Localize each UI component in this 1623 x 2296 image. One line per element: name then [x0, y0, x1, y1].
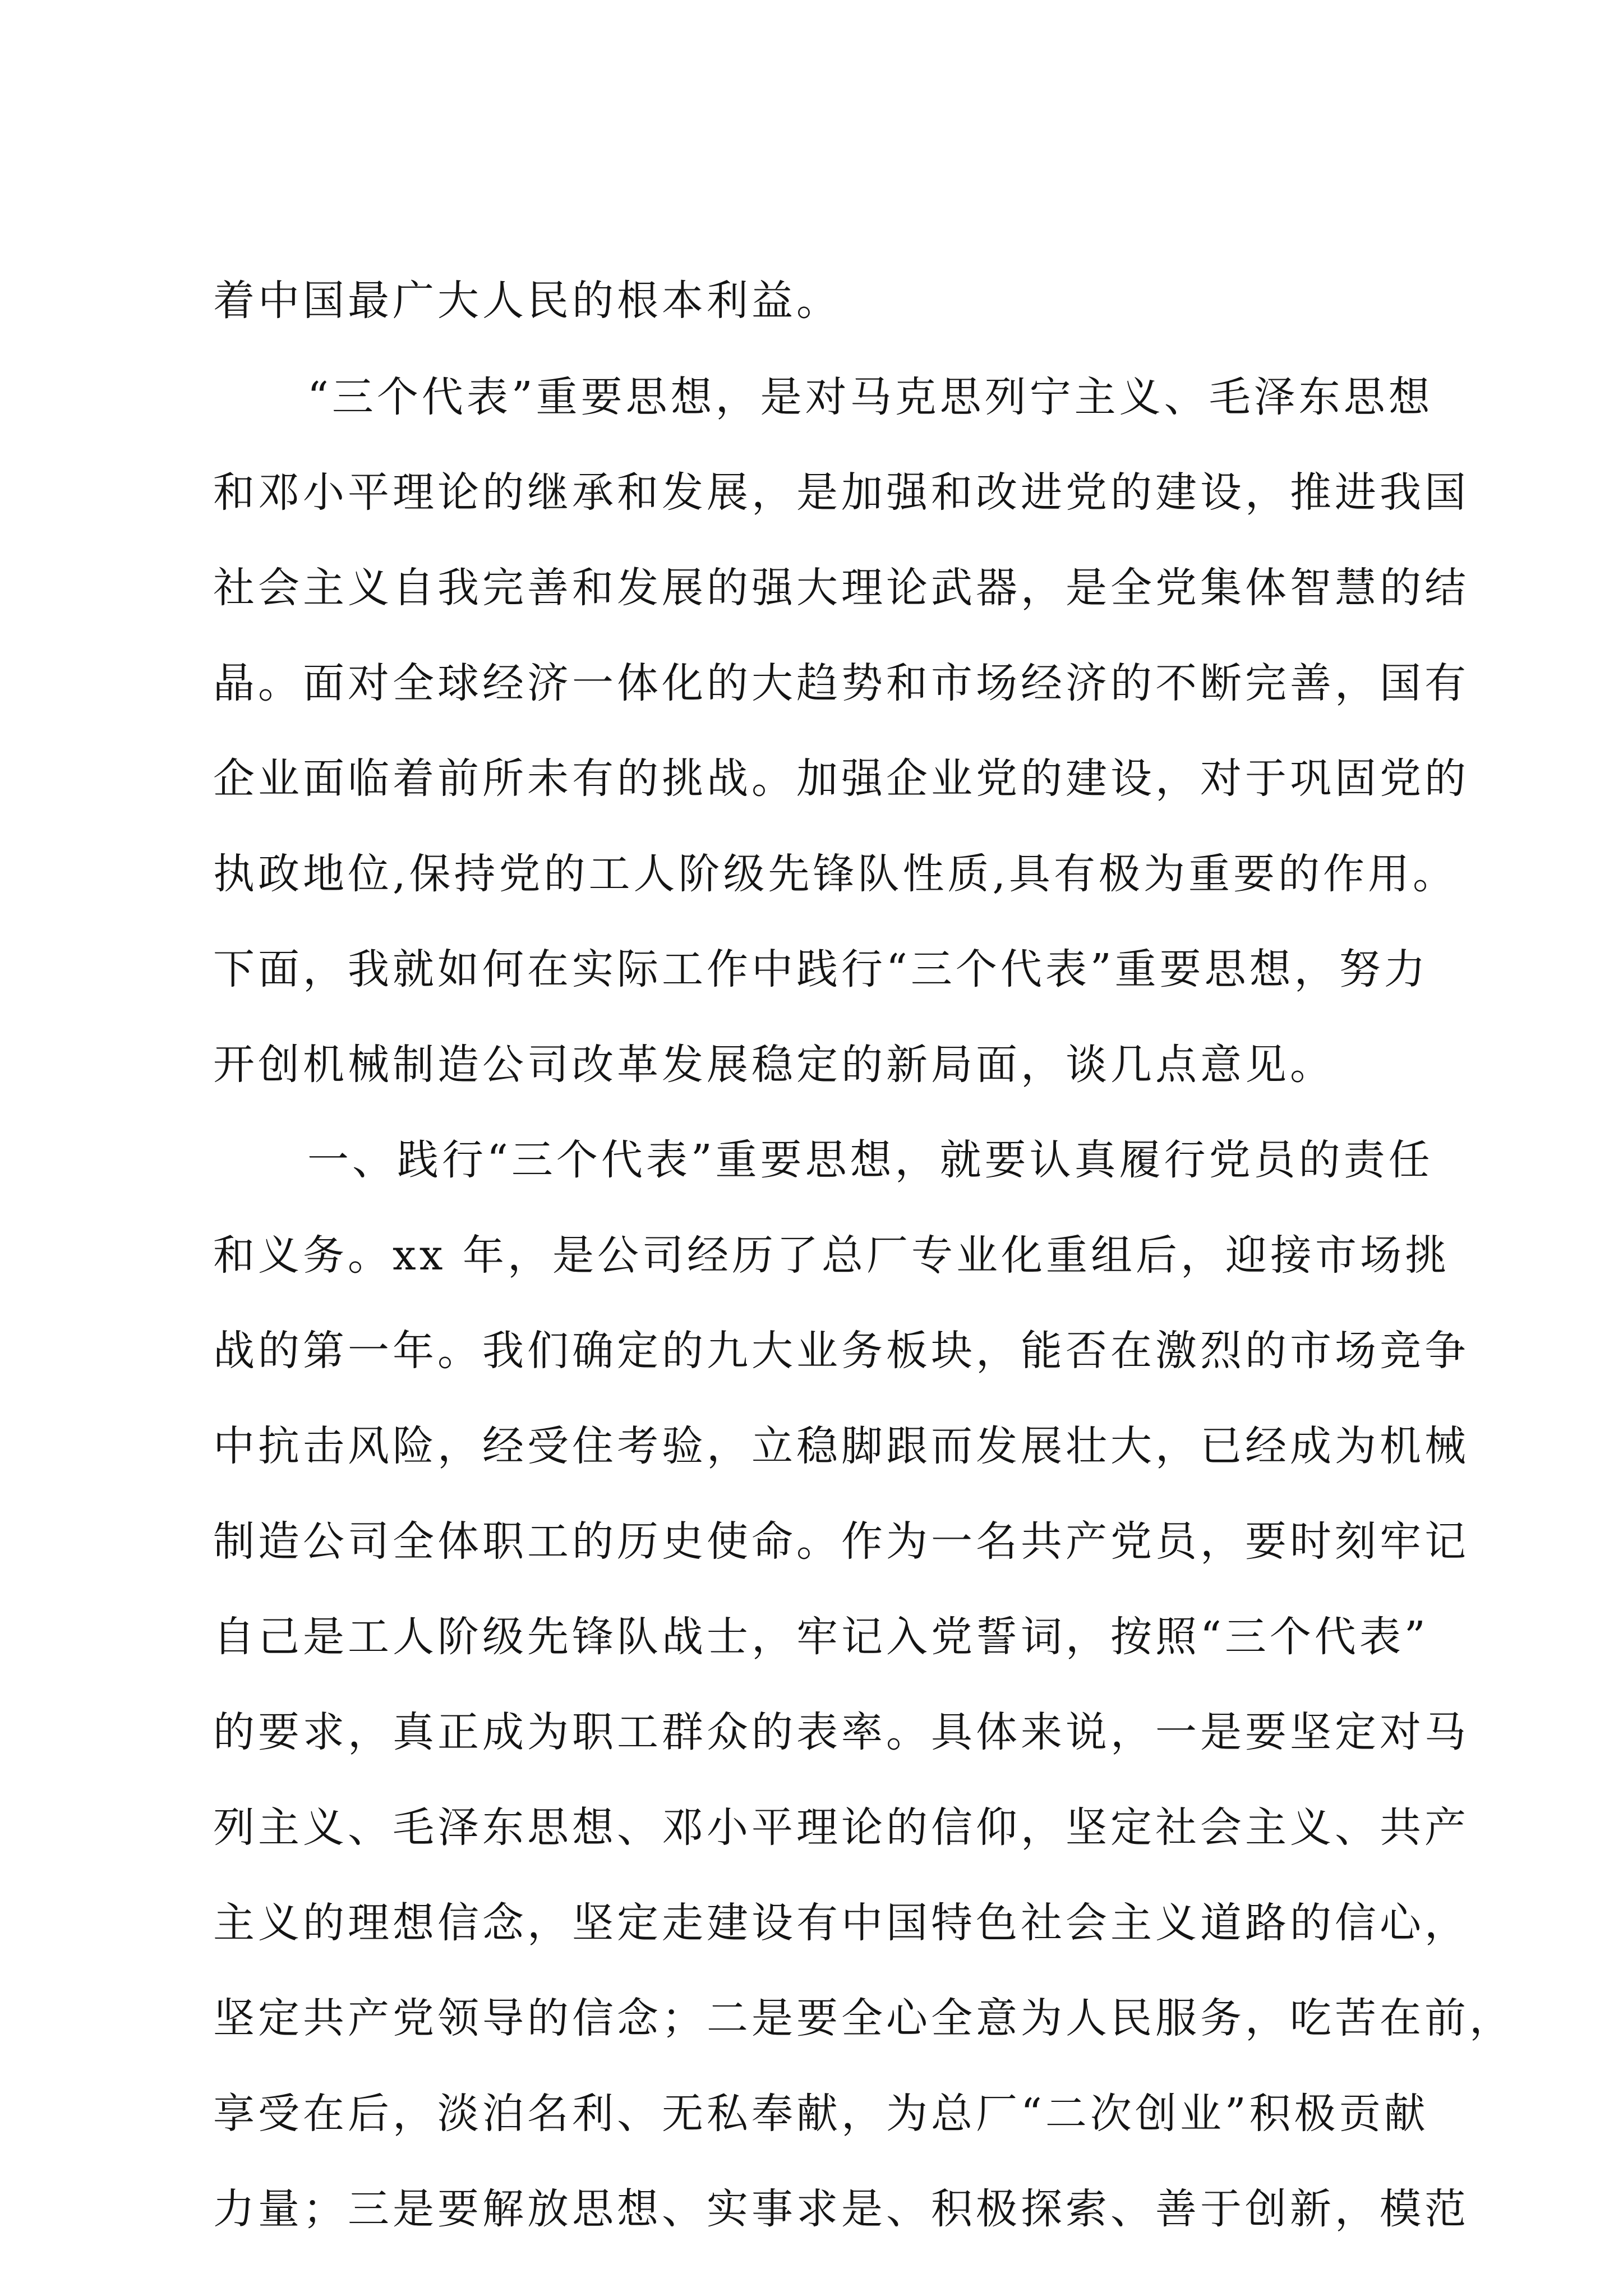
- text-line: 执政地位,保持党的工人阶级先锋队性质,具有极为重要的作用。: [213, 850, 1458, 898]
- text-line: 制造公司全体职工的历史使命。作为一名共产党员，要时刻牢记: [213, 1517, 1469, 1566]
- text-line: 战的第一年。我们确定的九大业务板块，能否在激烈的市场竞争: [213, 1327, 1469, 1375]
- text-line: 晶。面对全球经济一体化的大趋势和市场经济的不断完善，国有: [213, 659, 1469, 707]
- text-line: 的要求，真正成为职工群众的表率。具体来说，一是要坚定对马: [213, 1708, 1469, 1756]
- text-line: 力量；三是要解放思想、实事求是、积极探索、善于创新，模范: [213, 2185, 1469, 2233]
- text-line: 主义的理想信念，坚定走建设有中国特色社会主义道路的信心，: [213, 1899, 1469, 1947]
- text-line: 和邓小平理论的继承和发展，是加强和改进党的建设，推进我国: [213, 468, 1469, 517]
- text-line: 享受在后，淡泊名利、无私奉献，为总厂“二次创业”积极贡献: [213, 2090, 1429, 2138]
- text-line: 企业面临着前所未有的挑战。加强企业党的建设，对于巩固党的: [213, 754, 1469, 803]
- text-line: 列主义、毛泽东思想、邓小平理论的信仰，坚定社会主义、共产: [213, 1803, 1469, 1852]
- text-line: 开创机械制造公司改革发展稳定的新局面，谈几点意见。: [213, 1041, 1335, 1089]
- text-line: “三个代表”重要思想，是对马克思列宁主义、毛泽东思想: [307, 373, 1433, 421]
- text-line: 自己是工人阶级先锋队战士，牢记入党誓词，按照“三个代表”: [213, 1613, 1429, 1661]
- text-line: 中抗击风险，经受住考验，立稳脚跟而发展壮大，已经成为机械: [213, 1422, 1469, 1470]
- text-line: 和义务。xx 年，是公司经历了总厂专业化重组后，迎接市场挑: [213, 1231, 1450, 1280]
- text-line: 下面，我就如何在实际工作中践行“三个代表”重要思想，努力: [213, 945, 1429, 993]
- text-line: 着中国最广大人民的根本利益。: [213, 277, 841, 325]
- text-line: 一、践行“三个代表”重要思想，就要认真履行党员的责任: [307, 1136, 1433, 1184]
- text-line: 坚定共产党领导的信念；二是要全心全意为人民服务，吃苦在前，: [213, 1994, 1514, 2042]
- text-line: 社会主义自我完善和发展的强大理论武器，是全党集体智慧的结: [213, 564, 1469, 612]
